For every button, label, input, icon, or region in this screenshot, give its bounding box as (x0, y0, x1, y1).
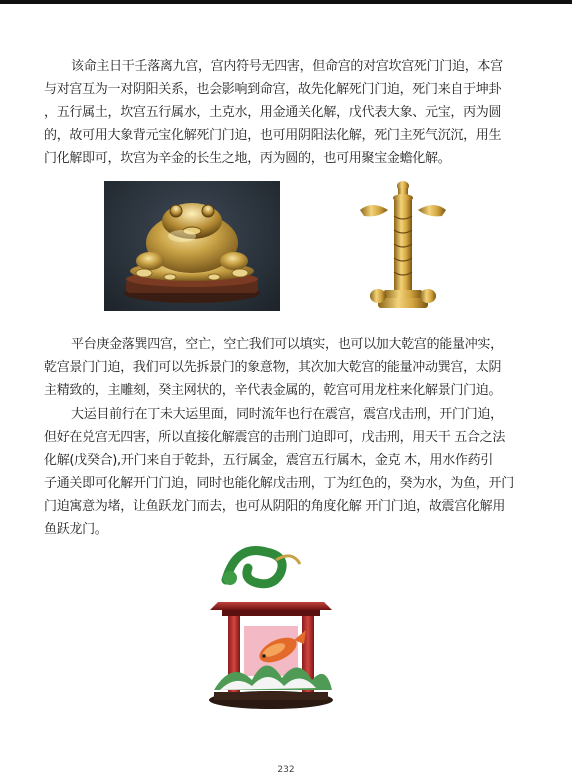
paragraph-line: 乾宫景门门迫，我们可以先拆景门的象意物，其次加大乾宫的能量冲动巽宫，太阴 (44, 360, 502, 375)
paragraph-line: 化解(戊癸合),开门来自于乾卦，五行属金，震宫五行属木，金克 木，用水作药引 (44, 453, 494, 468)
paragraph-3 (44, 403, 522, 541)
paragraph-line: 但好在兑宫无四害，所以直接化解震宫的击刑门迫即可，戊击刑，用天干 五合之法 (44, 430, 506, 445)
top-border (0, 0, 572, 4)
paragraph-line: 大运目前行在丁未大运里面，同时流年也行在震宫，震宫戊击刑，开门门迫， (71, 407, 503, 422)
paragraph-line: 与对宫互为一对阴阳关系，也会影响到命宫，故先化解死门门迫，死门来自于坤卦 (44, 82, 502, 97)
paragraph-line: ，五行属土，坎宫五行属水，土克水，用金通关化解，戊代表大象、元宝，丙为圆 (44, 105, 502, 120)
paragraph-2 (44, 333, 522, 402)
dragon-gate-illustration (196, 540, 346, 715)
dragon-pillar-photo (358, 176, 448, 314)
golden-toad-photo (104, 181, 280, 311)
paragraph-1 (44, 55, 522, 170)
paragraph-line: 子通关即可化解开门门迫，同时也能化解戊击刑，丁为红色的，癸为水，为鱼，开门 (44, 476, 514, 491)
paragraph-line: 门迫寓意为堵，让鱼跃龙门而去，也可从阴阳的角度化解 开门门迫，故震宫化解用 (44, 499, 506, 514)
paragraph-line: 门化解即可，坎宫为辛金的长生之地，丙为圆的，也可用聚宝金蟾化解。 (44, 151, 451, 166)
golden-toad-illustration (104, 181, 280, 311)
page-number: 232 (277, 765, 295, 775)
paragraph-line: 鱼跃龙门。 (44, 522, 108, 537)
fish-dragon-gate-photo (196, 540, 346, 715)
paragraph-line: 的，故可用大象背元宝化解死门门迫，也可用阴阳法化解，死门主死气沉沉，用生 (44, 128, 502, 143)
paragraph-line: 主精致的，主雕刻，癸主网状的，辛代表金属的，乾宫可用龙柱来化解景门门迫。 (44, 383, 502, 398)
dragon-pillar-illustration (358, 176, 448, 314)
paragraph-line: 平台庚金落巽四宫，空亡，空亡我们可以填实，也可以加大乾宫的能量冲实， (71, 337, 503, 352)
paragraph-line: 该命主日干壬落离九宫，宫内符号无四害，但命宫的对宫坎宫死门门迫，本宫 (71, 59, 503, 74)
